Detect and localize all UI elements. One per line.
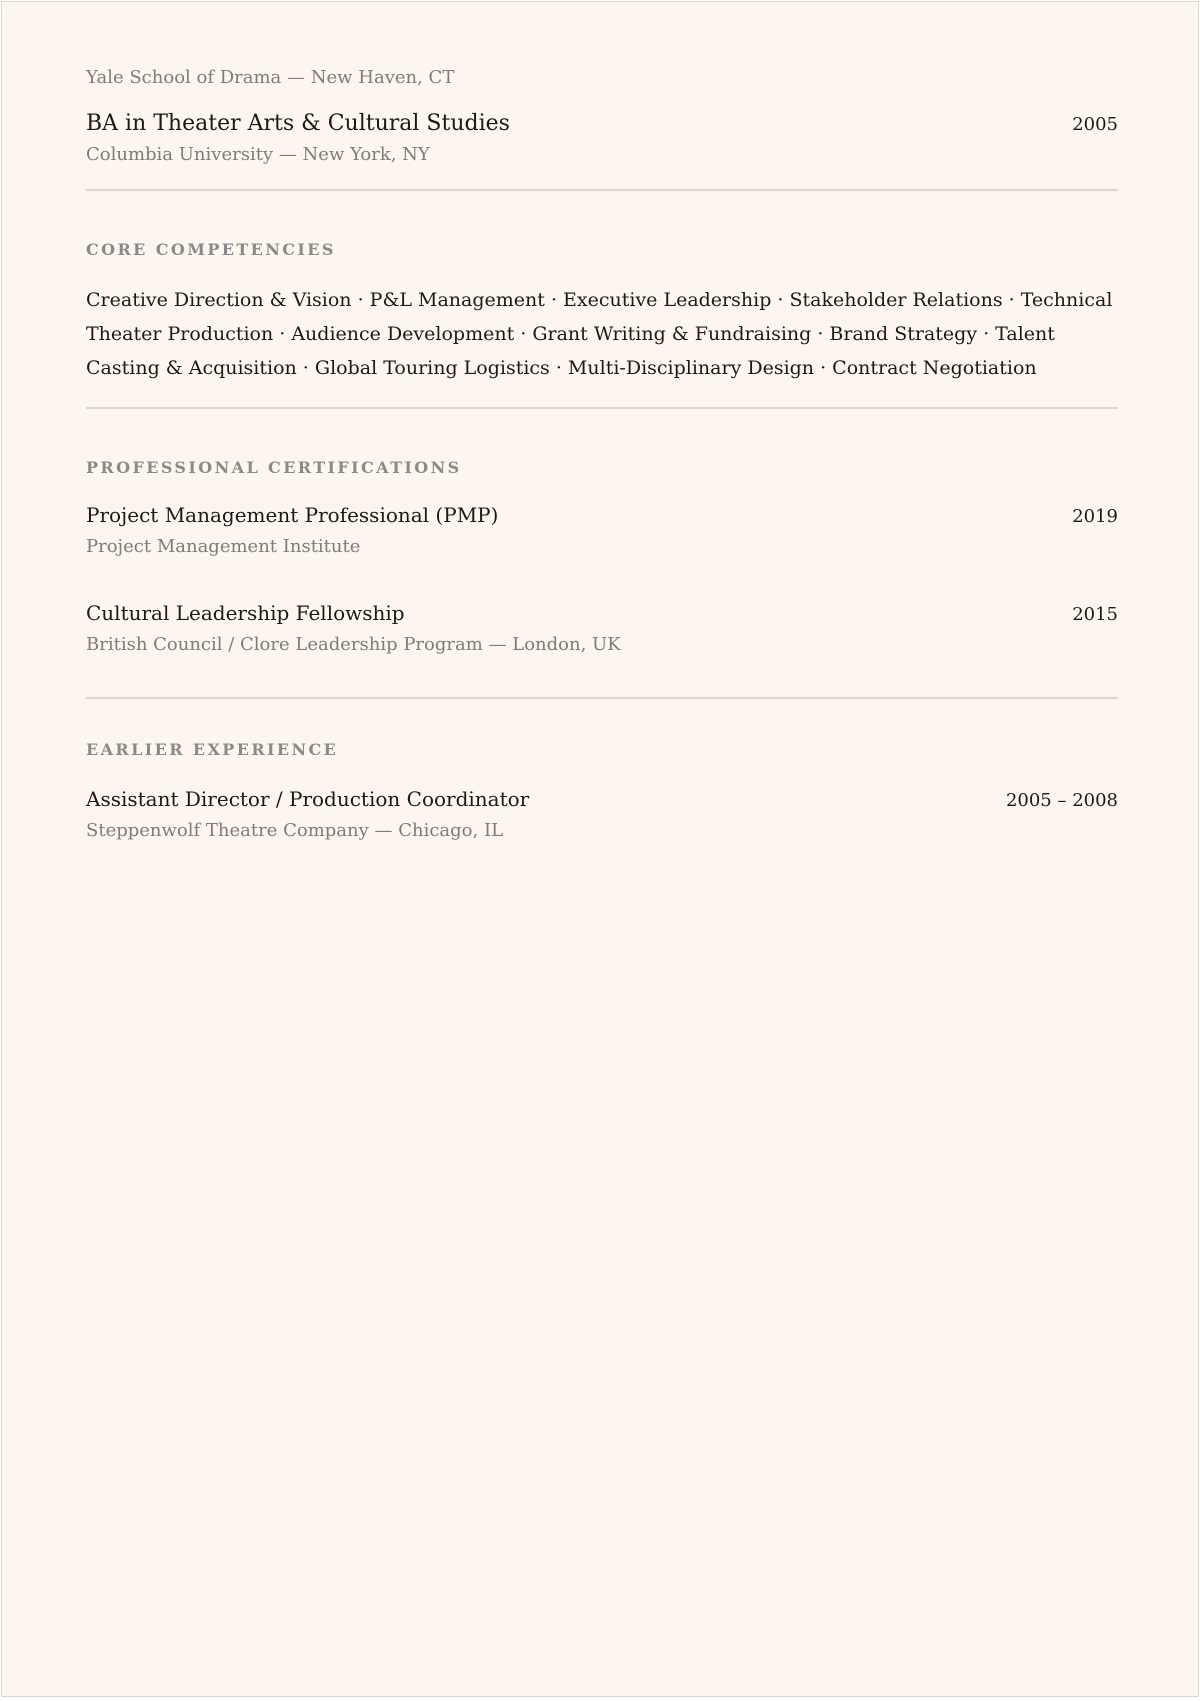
competencies-section (86, 239, 1118, 385)
section-divider (86, 407, 1118, 409)
certification-date: 2019 (1072, 506, 1118, 527)
certification-issuer: British Council / Clore Leadership Program — London, UK (86, 634, 621, 655)
experience-title: Assistant Director / Production Coordinator (86, 787, 530, 811)
certification-entry (86, 597, 1118, 659)
section-heading: PROFESSIONAL CERTIFICATIONS (86, 458, 462, 477)
degree-date: 2005 (1072, 114, 1118, 135)
experience-org: Steppenwolf Theatre Company — Chicago, IL (86, 820, 504, 841)
education-section (86, 64, 1118, 169)
education-entry-ba (86, 108, 1118, 169)
experience-header (86, 783, 1118, 817)
experience-entry (86, 783, 1118, 845)
prior-institution: Yale School of Drama — New Haven, CT (86, 67, 455, 88)
experience-date: 2005 – 2008 (1005, 790, 1118, 811)
education-entry-header (86, 108, 1118, 141)
degree-title: BA in Theater Arts & Cultural Studies (86, 111, 510, 136)
certification-entry (86, 499, 1118, 561)
earlier-experience-section (86, 739, 1118, 845)
competencies-list: Creative Direction & Vision · P&L Management · Executive Leadership · Stakeholder Relations · Technical Theater Production · Audience Development · Grant Writing & Fundraising · Brand Strategy · Talent Casting & Acquisition · Global Touring Logistics · Multi-Disciplinary Design · Contract Negotiation (86, 289, 1113, 379)
certification-issuer: Project Management Institute (86, 536, 361, 557)
certification-header (86, 597, 1118, 631)
section-heading: EARLIER EXPERIENCE (86, 740, 339, 759)
section-heading: CORE COMPETENCIES (86, 240, 336, 259)
certification-header (86, 499, 1118, 533)
resume-content (86, 64, 1118, 845)
certification-date: 2015 (1072, 604, 1118, 625)
certification-title: Project Management Professional (PMP) (86, 503, 499, 527)
certifications-section (86, 457, 1118, 659)
certification-title: Cultural Leadership Fellowship (86, 601, 405, 625)
section-divider (86, 189, 1118, 191)
resume-page (1, 1, 1199, 1697)
section-divider (86, 697, 1118, 699)
degree-institution: Columbia University — New York, NY (86, 144, 430, 165)
